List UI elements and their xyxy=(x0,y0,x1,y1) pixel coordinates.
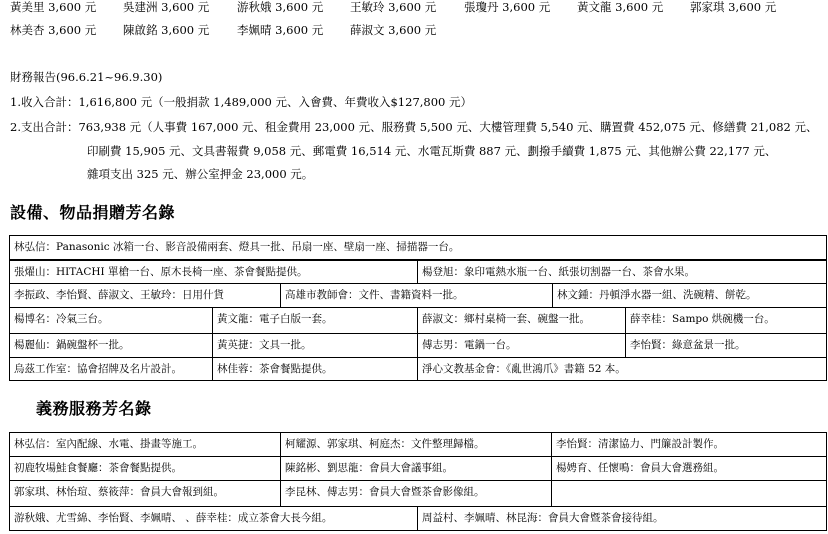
table-cell: 郭家琪、林怡瑄、蔡筱萍：會員大會報到組。 xyxy=(9,480,281,507)
table-cell: 楊登旭：象印電熱水瓶一台、紙張切割器一台、茶會水果。 xyxy=(417,260,827,284)
table-cell: 烏茲工作室：協會招牌及名片設計。 xyxy=(9,357,213,381)
table-cell: 楊博名：冷氣三台。 xyxy=(9,307,213,334)
donor-name: 黃美里 3,600 元 xyxy=(10,0,97,14)
table-cell: 林弘信：室內配線、水電、掛畫等施工。 xyxy=(9,432,281,457)
finance-title: 財務報告(96.6.21~96.9.30) xyxy=(10,70,163,84)
finance-expense-cont: 雜項支出 325 元、辦公室押金 23,000 元。 xyxy=(87,167,314,181)
table-cell: 張燿山：HITACHI 單槍一台、原木長椅一座、茶會餐點提供。 xyxy=(9,260,418,284)
table-cell: 李怡賢：綠意盆景一批。 xyxy=(625,333,827,358)
donor-name: 陳啟銘 3,600 元 xyxy=(123,23,210,37)
table-cell: 薛幸桂：Sampo 烘碗機一台。 xyxy=(625,307,827,334)
table-cell: 李昆林、傅志男：會員大會暨茶會影像組。 xyxy=(280,480,552,507)
table-cell: 淨心文教基金會：《亂世鴻爪》書籍 52 本。 xyxy=(417,357,827,381)
table-cell: 薛淑文：鄉村桌椅一套、碗盤一批。 xyxy=(417,307,626,334)
table-cell: 傅志男：電鍋一台。 xyxy=(417,333,626,358)
finance-income: 1.收入合計：1,616,800 元（一般捐款 1,489,000 元、入會費、年費收入$127,800 元） xyxy=(10,95,473,109)
donor-name: 黃文龍 3,600 元 xyxy=(577,0,664,14)
donor-name: 吳建洲 3,600 元 xyxy=(123,0,210,14)
finance-expense-cont: 印刷費 15,905 元、文具書報費 9,058 元、郵電費 16,514 元、水電瓦斯費 887 元、劃撥手續費 1,875 元、其他辦公費 22,177 元、 xyxy=(87,144,777,158)
table-cell: 黃英捷：文具一批。 xyxy=(212,333,418,358)
donor-name: 王敏玲 3,600 元 xyxy=(350,0,437,14)
table-cell: 李怡賢：清潔協力、門簾設計製作。 xyxy=(551,432,827,457)
table-cell: 楊娉育、任懷鳴：會員大會選務組。 xyxy=(551,456,827,481)
donor-name: 林美杏 3,600 元 xyxy=(10,23,97,37)
finance-expense: 2.支出合計：763,938 元（人事費 167,000 元、租金費用 23,000 元、服務費 5,500 元、大樓管理費 5,540 元、購置費 452,075 元、修繕費 21,082 元、 xyxy=(10,120,818,134)
donor-name: 游秋娥 3,600 元 xyxy=(237,0,324,14)
donor-name: 郭家琪 3,600 元 xyxy=(690,0,777,14)
donor-name: 李姵晴 3,600 元 xyxy=(237,23,324,37)
table-cell: 李振政、李怡賢、薛淑文、王敏玲：日用什貨 xyxy=(9,283,281,308)
table-row: 林弘信：Panasonic 冰箱一台、影音設備兩套、燈具一批、吊扇一座、壁扇一座、掃描器一台。 xyxy=(9,235,827,260)
table-cell: 游秋娥、尤雪綿、李怡賢、李姵晴、 、薛幸桂：成立茶會大長今組。 xyxy=(9,506,418,531)
volunteer-heading: 義務服務芳名錄 xyxy=(36,399,152,418)
table-cell: 初鹿牧場鮭食餐廳：茶會餐點提供。 xyxy=(9,456,281,481)
table-cell xyxy=(551,480,827,507)
table-cell: 陳銘彬、劉思龍：會員大會議事組。 xyxy=(280,456,552,481)
table-cell: 林佳蓉：茶會餐點提供。 xyxy=(212,357,418,381)
table-cell: 楊麗仙：鍋碗盤杯一批。 xyxy=(9,333,213,358)
donor-name: 薛淑文 3,600 元 xyxy=(350,23,437,37)
equipment-heading: 設備、物品捐贈芳名錄 xyxy=(10,203,176,222)
table-cell: 高雄市教師會：文件、書籍資料一批。 xyxy=(280,283,553,308)
donor-name: 張瓊丹 3,600 元 xyxy=(464,0,551,14)
table-cell: 林文鍾：丹頓淨水器一組、洗碗精、餅乾。 xyxy=(552,283,827,308)
table-cell: 周益村、李姵晴、林昆海：會員大會暨茶會接待組。 xyxy=(417,506,827,531)
table-cell: 柯耀源、郭家琪、柯庭杰：文件整理歸檔。 xyxy=(280,432,552,457)
table-cell: 黃文龍：電子白版一套。 xyxy=(212,307,418,334)
